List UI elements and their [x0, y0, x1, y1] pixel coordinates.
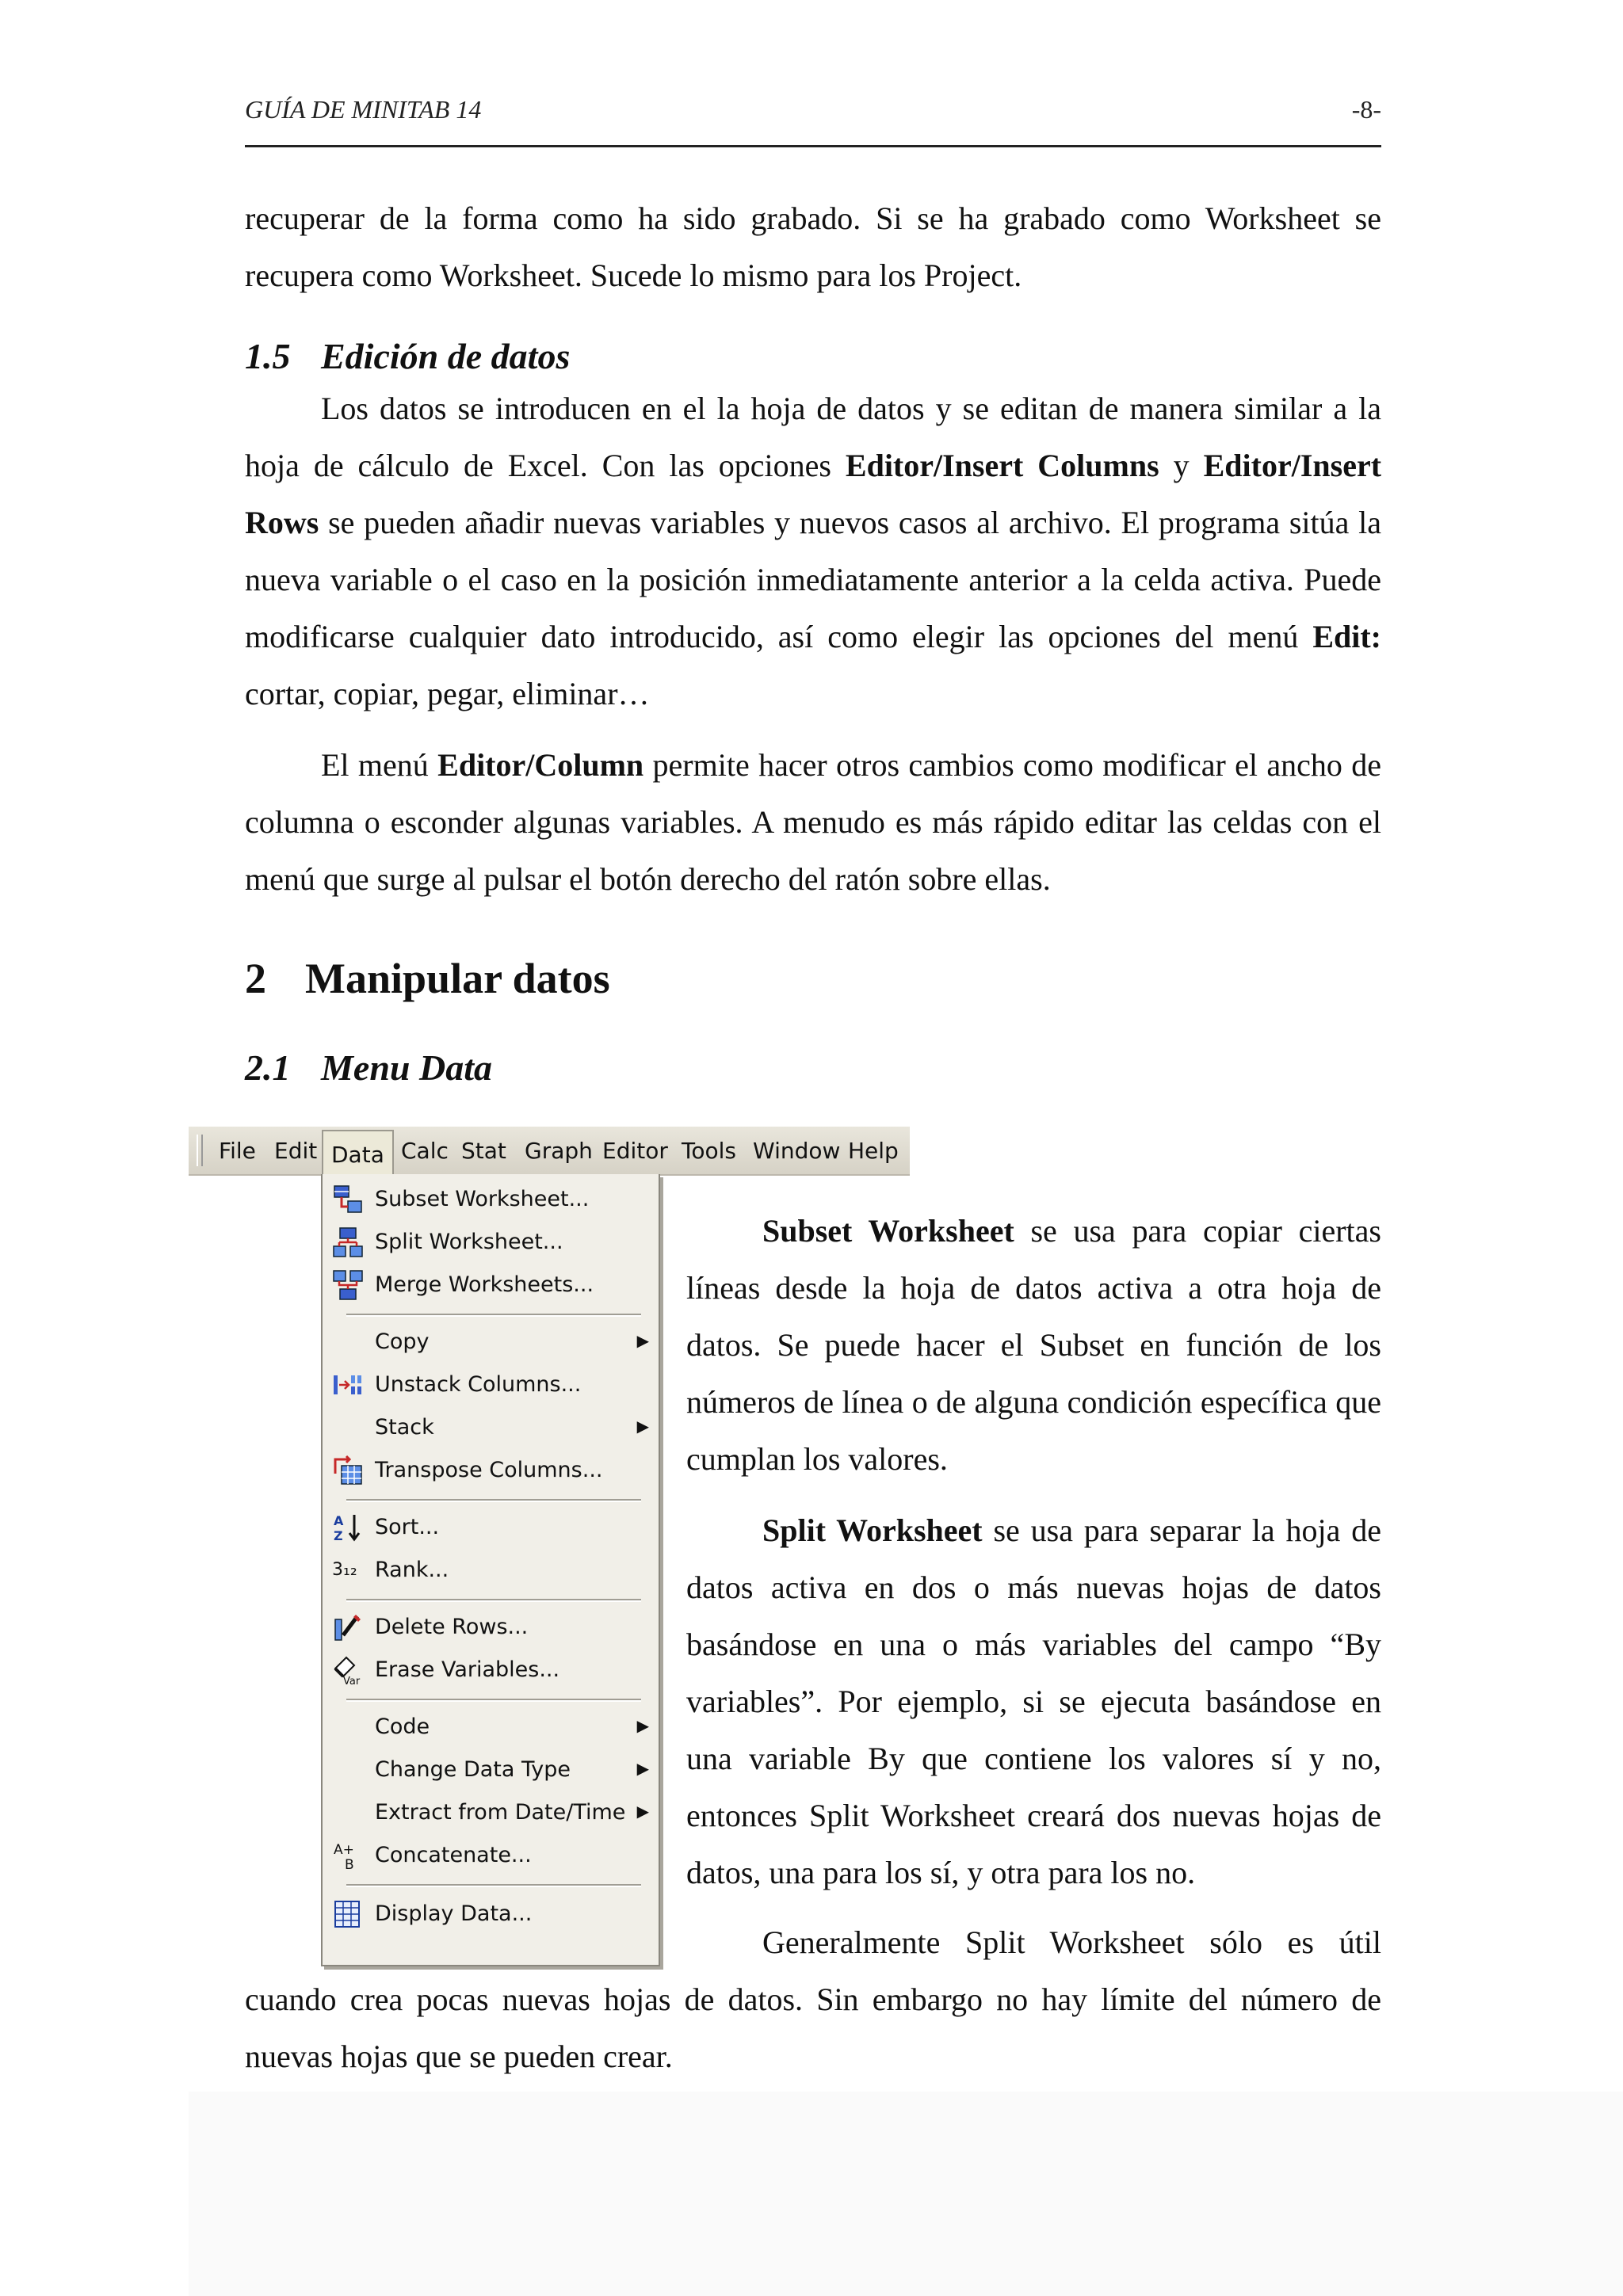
- menu-separator: [346, 1314, 641, 1317]
- menu-item-rank[interactable]: 3₁₂ Rank...: [323, 1548, 659, 1591]
- menu-item-change-data-type[interactable]: Change Data Type ▶: [375, 1757, 649, 1782]
- menu-editor[interactable]: Editor: [602, 1138, 668, 1164]
- subset-paragraph: Subset Worksheet se usa para copiar ciertas líneas desde la hoja de datos activa a otra hoja de datos. Se puede hacer el Subset en función de los números de línea o de alguna condición específica que cumplan los valores.: [686, 1213, 1381, 1477]
- menu-stat[interactable]: Stat: [461, 1138, 506, 1164]
- split-worksheet-icon: [332, 1226, 364, 1258]
- section-1-5-paragraph-2: El menú Editor/Column permite hacer otros cambios como modificar el ancho de columna o esconder algunas variables. A menudo es más rápido editar las celdas con el menú que surge al pulsar el botón derecho del ratón sobre ellas.: [245, 747, 1381, 897]
- menu-graph[interactable]: Graph: [525, 1138, 593, 1164]
- page-header: [245, 95, 1381, 124]
- general-paragraph-rest: cuando crea pocas nuevas hojas de datos. Sin embargo no hay límite del número de nuevas hojas que se pueden crear.: [245, 1981, 1381, 2074]
- menu-item-sort[interactable]: A Z Sort...: [334, 1513, 440, 1543]
- section-1-5: [245, 333, 1381, 908]
- split-block: [686, 1502, 1381, 1901]
- menu-item-extract-from-date-time[interactable]: Extract from Date/Time ▶: [375, 1800, 649, 1825]
- menu-window[interactable]: Window: [753, 1138, 841, 1164]
- menu-item-concatenate[interactable]: A+ B Concatenate...: [323, 1833, 659, 1876]
- delete-rows-icon: [332, 1611, 364, 1643]
- erase-variables-icon: [332, 1654, 364, 1686]
- subset-block: [686, 1203, 1381, 1488]
- section-2-1-heading: 2.1 Menu Data: [245, 1047, 492, 1088]
- rank-icon: 3₁₂: [332, 1560, 357, 1580]
- display-data-icon: [332, 1898, 364, 1930]
- menubar: [189, 1127, 910, 1176]
- svg-text:A+: A+: [334, 1842, 354, 1858]
- menu-item-transpose-columns[interactable]: Transpose Columns...: [323, 1448, 659, 1491]
- svg-text:Z: Z: [334, 1528, 343, 1543]
- menu-item-merge-worksheets[interactable]: Merge Worksheets...: [323, 1263, 659, 1306]
- header-rule: [245, 145, 1381, 147]
- menu-item-copy[interactable]: Copy ▶: [375, 1329, 649, 1354]
- menu-item-code[interactable]: Code ▶: [375, 1714, 649, 1739]
- menu-item-delete-rows[interactable]: Delete Rows...: [323, 1605, 659, 1648]
- transpose-columns-icon: [332, 1455, 364, 1486]
- submenu-arrow-icon: ▶: [636, 1417, 649, 1436]
- menubar-grip: [197, 1135, 203, 1166]
- section-2-heading: 2 Manipular datos: [245, 955, 610, 1002]
- menu-separator: [346, 1599, 641, 1602]
- menu-item-split-worksheet[interactable]: Split Worksheet...: [323, 1220, 659, 1263]
- svg-text:Var: Var: [343, 1676, 361, 1686]
- concatenate-icon: [332, 1840, 364, 1871]
- general-rest-block: [245, 1971, 1381, 2085]
- submenu-arrow-icon: ▶: [636, 1802, 649, 1821]
- section-1-5-paragraph-1: Los datos se introducen en el la hoja de datos y se editan de manera similar a la hoja de cálculo de Excel. Con las opciones Editor/Insert Columns y Editor/Insert Rows se pueden añadir nuevas variables y nuevos casos al archivo. El programa sitúa la nueva variable o el caso en la posición inmediatamente anterior a la celda activa. Puede modificarse cualquier dato introducido, así como elegir las opciones del menú Edit: cortar, copiar, pegar, eliminar…: [245, 391, 1382, 711]
- sort-icon: [332, 1512, 364, 1543]
- menu-separator: [346, 1499, 641, 1502]
- menu-file[interactable]: File: [219, 1138, 256, 1164]
- intro-block: [245, 190, 1381, 304]
- menu-item-display-data[interactable]: Display Data...: [323, 1892, 659, 1935]
- submenu-arrow-icon: ▶: [636, 1331, 649, 1350]
- menu-item-erase-variables[interactable]: Var Erase Variables...: [323, 1648, 659, 1691]
- menu-item-unstack-columns[interactable]: Unstack Columns...: [323, 1363, 659, 1405]
- svg-text:B: B: [345, 1857, 354, 1871]
- header-title: GUÍA DE MINITAB 14: [245, 95, 482, 124]
- menu-data[interactable]: Data: [322, 1130, 394, 1176]
- data-menu-dropdown: [321, 1174, 660, 1966]
- menu-item-stack[interactable]: Stack ▶: [375, 1415, 649, 1440]
- page-shade: [189, 2092, 1623, 2296]
- intro-paragraph: recuperar de la forma como ha sido grabado. Si se ha grabado como Worksheet se recupera como Worksheet. Sucede lo mismo para los Project.: [245, 200, 1381, 293]
- menu-separator: [346, 1884, 641, 1887]
- menu-help[interactable]: Help: [848, 1138, 899, 1164]
- subset-worksheet-icon: [332, 1184, 364, 1215]
- section-2: [245, 951, 1381, 1006]
- menu-tools[interactable]: Tools: [682, 1138, 736, 1164]
- menu-separator: [346, 1699, 641, 1702]
- svg-text:A: A: [334, 1513, 344, 1528]
- menu-edit[interactable]: Edit: [274, 1138, 318, 1164]
- submenu-arrow-icon: ▶: [636, 1759, 649, 1778]
- page-number: -8-: [1351, 95, 1381, 124]
- split-paragraph: Split Worksheet se usa para separar la hoja de datos activa en dos o más nuevas hojas de datos basándose en una o más variables del campo “By variables”. Por ejemplo, si se ejecuta basándose en una variable By que contiene los valores sí y no, entonces Split Worksheet creará dos nuevas hojas de datos, una para los sí, y otra para los no.: [686, 1512, 1381, 1890]
- general-paragraph-first-line: Generalmente Split Worksheet sólo es útil: [762, 1924, 1381, 1960]
- section-2-1: [245, 1044, 1381, 1092]
- merge-worksheets-icon: [332, 1269, 364, 1301]
- submenu-arrow-icon: ▶: [636, 1716, 649, 1735]
- section-1-5-heading: 1.5 Edición de datos: [245, 336, 571, 376]
- unstack-columns-icon: [332, 1369, 364, 1401]
- menu-calc[interactable]: Calc: [401, 1138, 449, 1164]
- general-first-line-block: [686, 1914, 1381, 1971]
- menu-item-subset-worksheet[interactable]: Subset Worksheet...: [323, 1177, 659, 1220]
